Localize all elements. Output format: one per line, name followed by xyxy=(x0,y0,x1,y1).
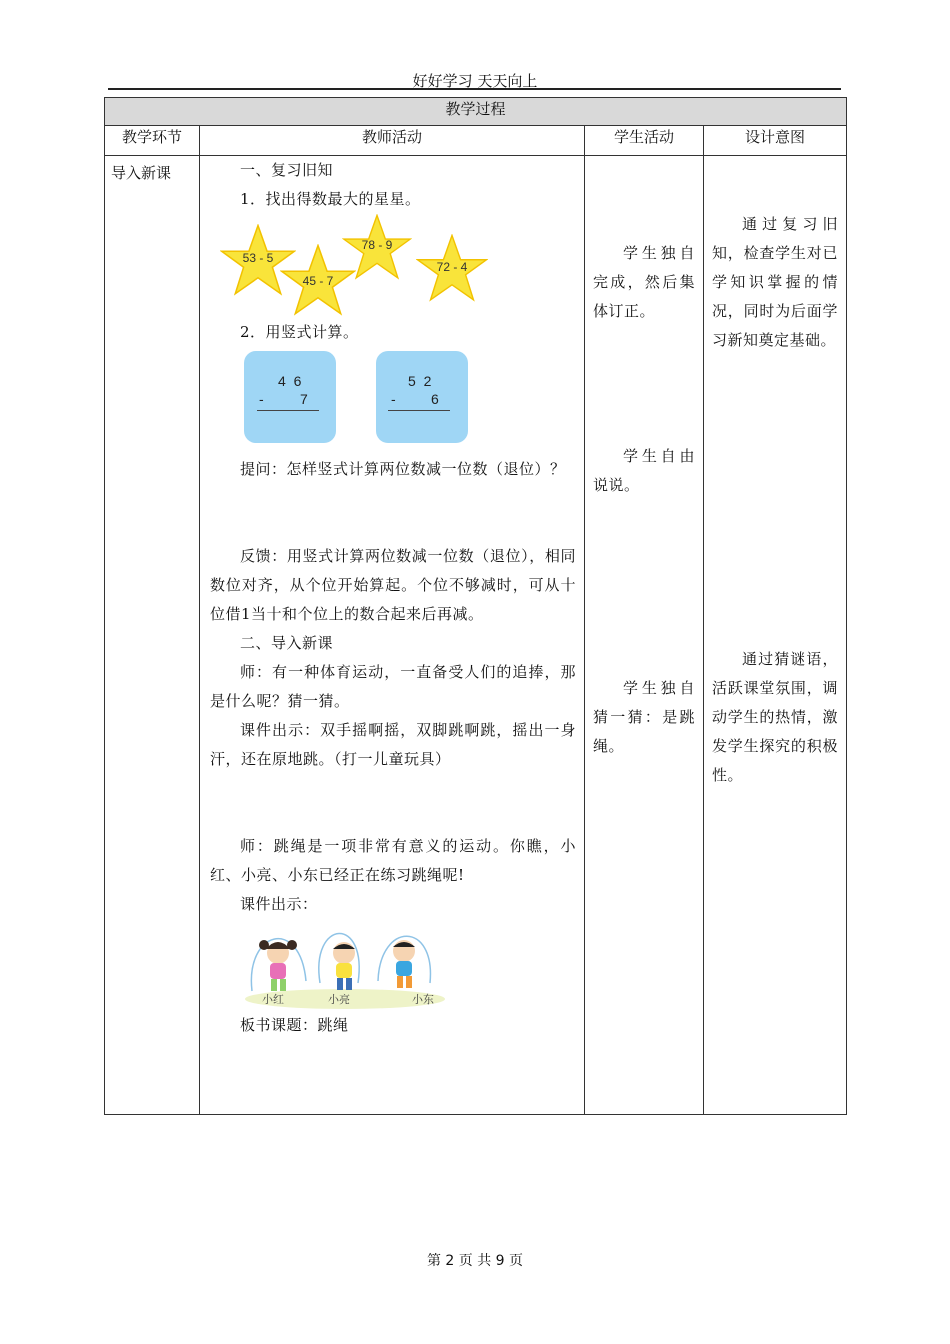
board-title: 板书课题：跳绳 xyxy=(240,1016,349,1034)
calc-minus: - xyxy=(391,391,396,407)
table-header-row xyxy=(105,126,847,156)
lesson-table xyxy=(104,97,847,1115)
calc-card xyxy=(244,351,336,443)
design-intent-1: 通过复习旧知，检查学生对已学知识掌握的情况，同时为后面学习新知奠定基础。 xyxy=(712,215,839,349)
calc-top: 4 6 xyxy=(278,373,302,389)
col-header-stage: 教学环节 xyxy=(105,126,200,156)
question-1: 1．找出得数最大的星星。 xyxy=(240,190,421,208)
col-header-design: 设计意图 xyxy=(704,126,847,156)
review-heading: 一、复习旧知 xyxy=(240,161,334,179)
page-header: 好好学习 天天向上 xyxy=(412,72,538,90)
teacher-say: 师：跳绳是一项非常有意义的运动。你瞧，小红、小亮、小东已经正在练习跳绳呢! xyxy=(210,837,576,884)
student-activity-1: 学生独自完成，然后集体订正。 xyxy=(593,244,695,320)
teacher-cell xyxy=(200,156,585,1115)
stage-cell xyxy=(105,156,200,1115)
show-label: 课件出示： xyxy=(240,895,318,913)
intro-heading: 二、导入新课 xyxy=(240,634,334,652)
table-title: 教学过程 xyxy=(105,98,847,126)
kid-label: 小东 xyxy=(412,993,434,1006)
page-footer: 第 2 页 共 9 页 xyxy=(426,1253,524,1269)
calc-bottom: 6 xyxy=(431,391,439,407)
kid-label: 小红 xyxy=(262,993,284,1006)
kid-label: 小亮 xyxy=(328,993,350,1006)
design-cell xyxy=(704,156,847,1115)
header-rule xyxy=(108,88,841,90)
teacher-question: 师：有一种体育运动，一直备受人们的追捧，那是什么呢？猜一猜。 xyxy=(210,663,576,710)
star xyxy=(342,214,412,280)
star-label: 72 - 4 xyxy=(436,260,468,274)
star-label: 53 - 5 xyxy=(242,251,274,265)
calc-card xyxy=(376,351,468,443)
table-row xyxy=(105,156,847,1115)
student-activity-2: 学生自由说说。 xyxy=(593,447,695,494)
design-intent-2: 通过猜谜语，活跃课堂氛围，调动学生的热情，激发学生探究的积极性。 xyxy=(712,650,839,784)
vertical-calc-figure xyxy=(210,351,576,449)
calc-rule xyxy=(257,410,319,411)
star-label: 78 - 9 xyxy=(361,238,393,252)
calc-minus: - xyxy=(259,391,264,407)
stage-label: 导入新课 xyxy=(111,164,172,182)
star-label: 45 - 7 xyxy=(302,274,334,288)
calc-rule xyxy=(388,410,450,411)
feedback: 反馈：用竖式计算两位数减一位数（退位），相同数位对齐，从个位开始算起。个位不够减时，可从十位借1当十和个位上的数合起来后再减。 xyxy=(210,547,576,623)
star-figure xyxy=(210,218,576,318)
star xyxy=(416,234,488,302)
calc-top: 5 2 xyxy=(408,373,432,389)
student-cell xyxy=(585,156,704,1115)
calc-bottom: 7 xyxy=(300,391,308,407)
table-title-row xyxy=(105,98,847,126)
question-2: 2．用竖式计算。 xyxy=(240,323,359,341)
jump-rope-figure xyxy=(210,921,576,1011)
riddle: 课件出示：双手摇啊摇，双脚跳啊跳，摇出一身汗，还在原地跳。（打一儿童玩具） xyxy=(210,721,576,768)
col-header-student: 学生活动 xyxy=(585,126,704,156)
col-header-teacher: 教师活动 xyxy=(200,126,585,156)
student-activity-3: 学生独自猜一猜：是跳绳。 xyxy=(593,679,695,755)
question-prompt: 提问：怎样竖式计算两位数减一位数（退位）？ xyxy=(240,460,566,478)
